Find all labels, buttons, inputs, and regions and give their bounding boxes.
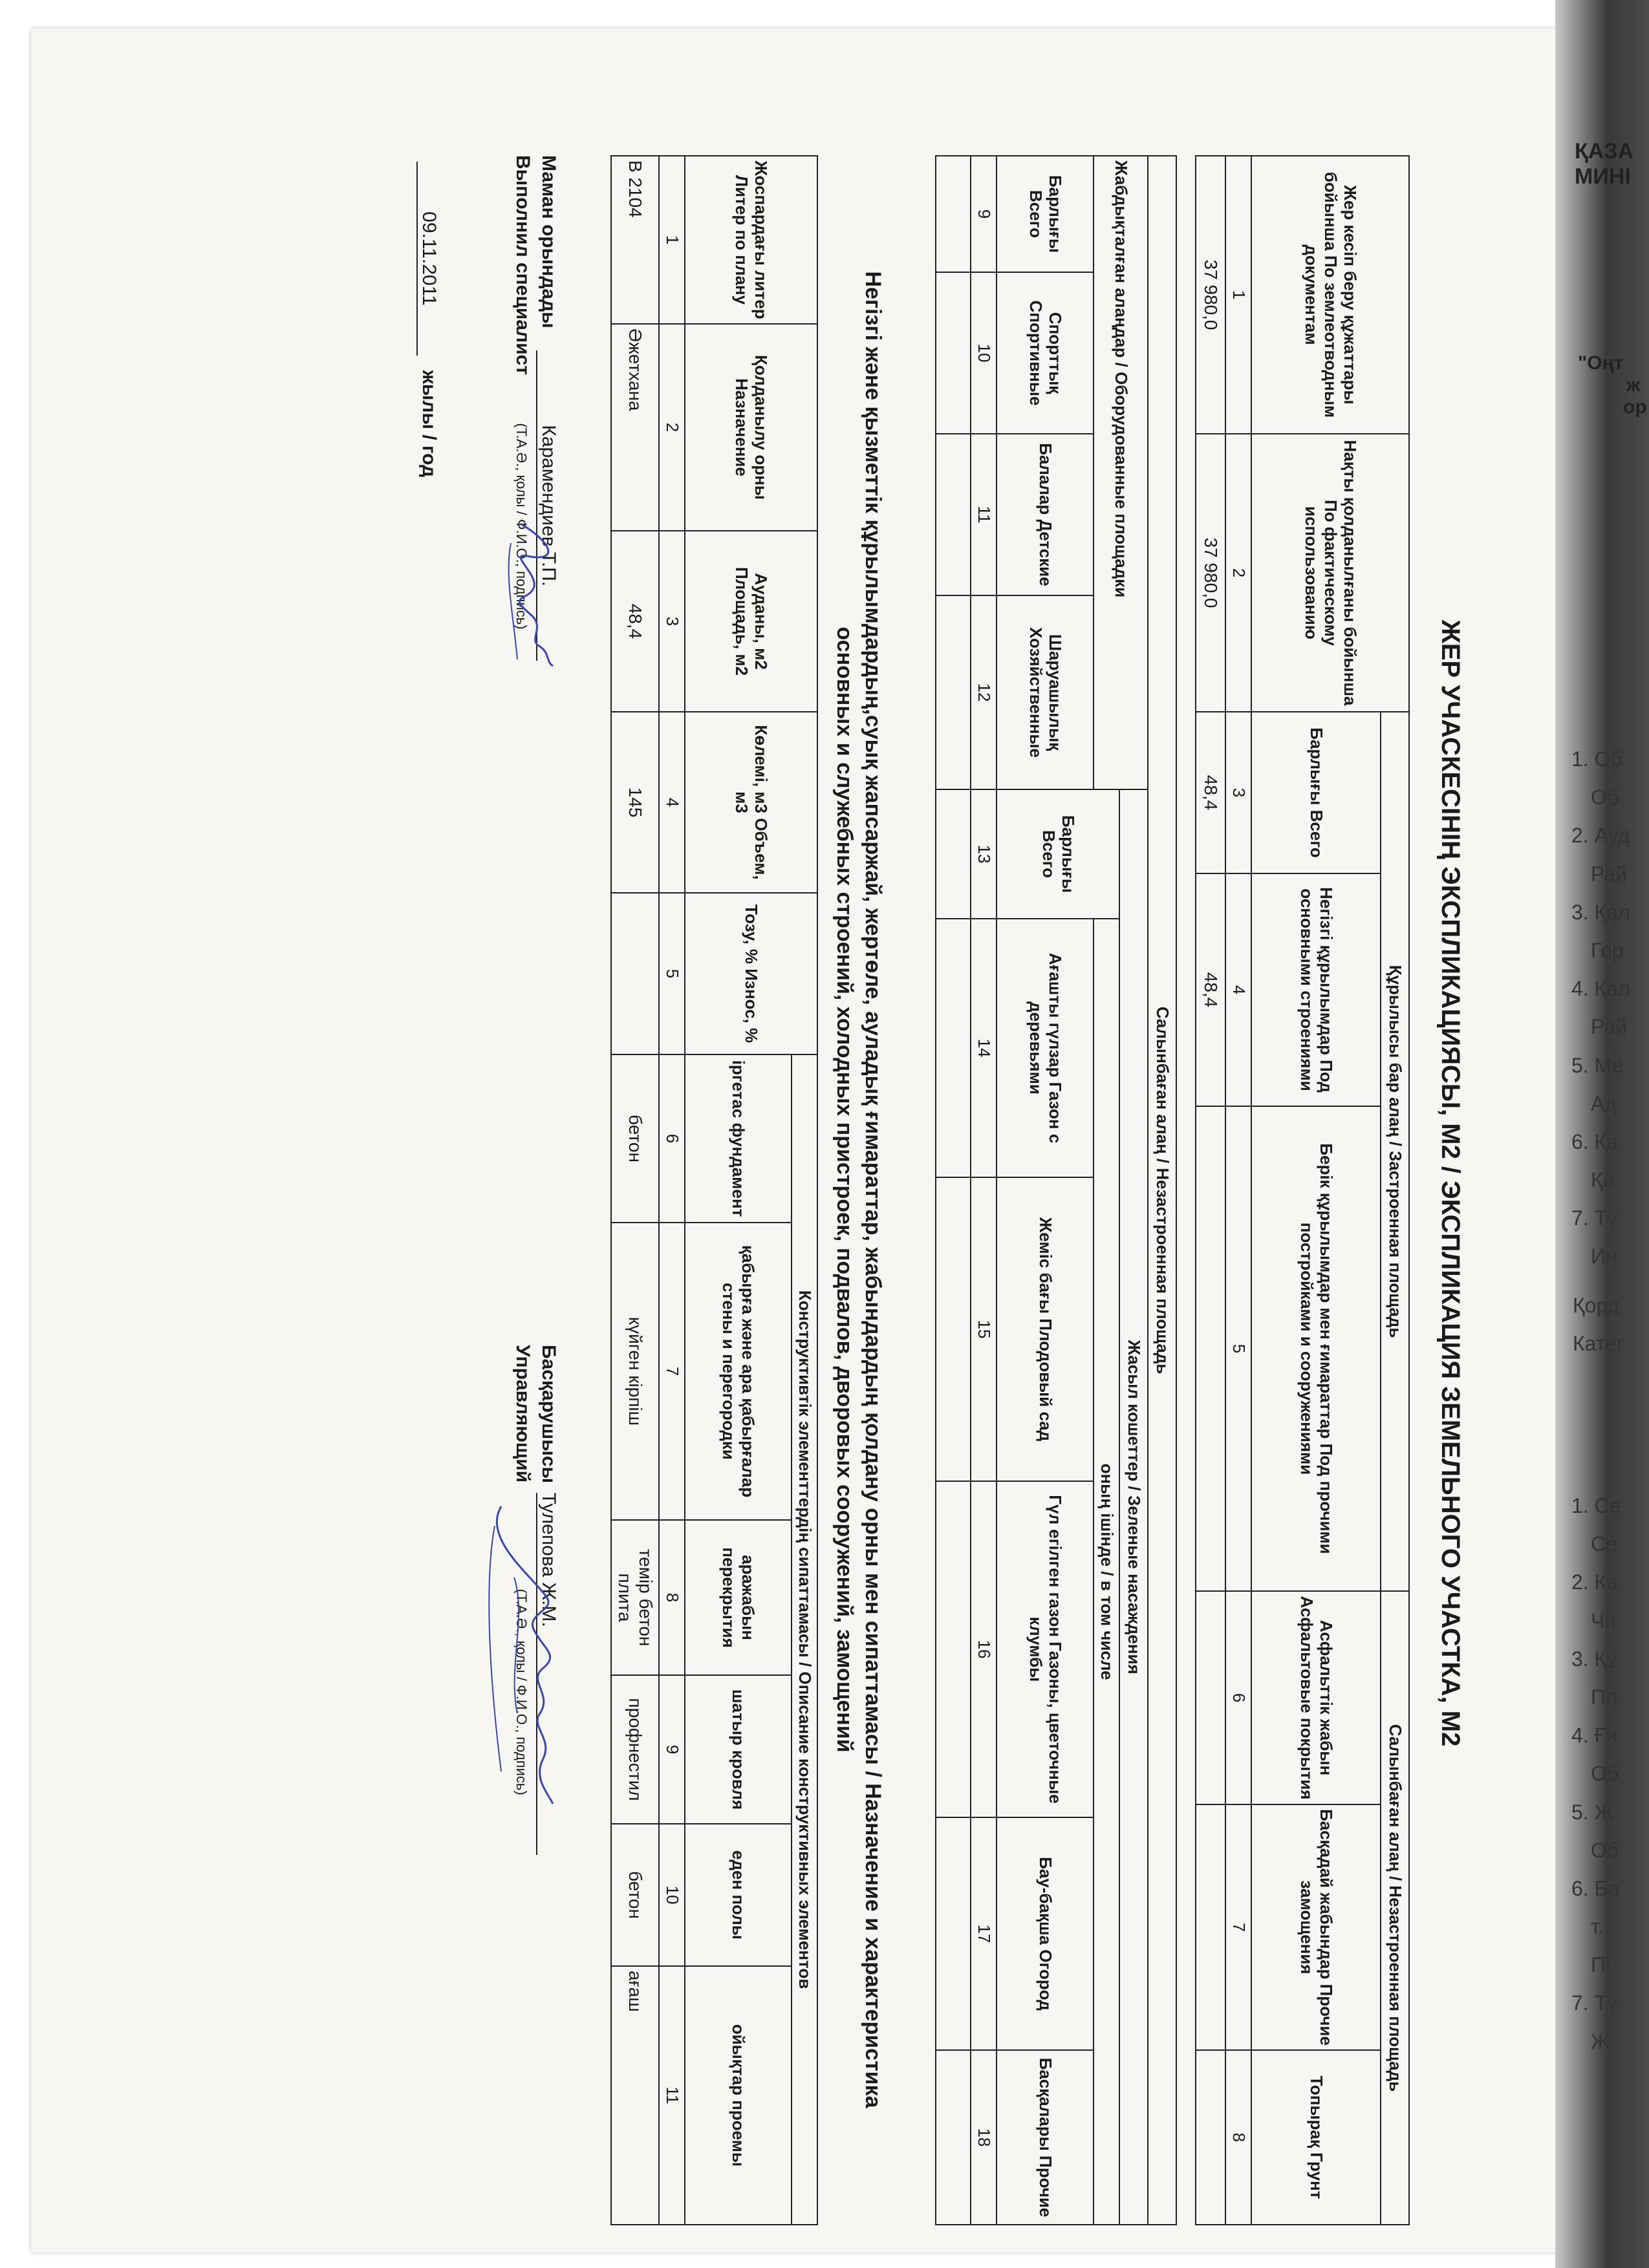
header-cell: Берік құрылымдар мен ғимараттар Под прочими постройками и сооружениями <box>1251 1106 1381 1591</box>
header-cell: Нақты қолданылғаны бойынша По фактическому использованию <box>1251 434 1409 712</box>
header-cell: Ауданы, м2 Площадь, м2 <box>685 531 817 712</box>
data-cell <box>1196 1106 1225 1591</box>
next-page-list-item: Рай <box>1591 862 1627 886</box>
number-row <box>1225 156 1251 2225</box>
data-cell <box>936 272 971 434</box>
date-line <box>416 162 440 477</box>
specialist-label-ru: Выполнил специалист <box>512 155 534 375</box>
column-number: 11 <box>971 434 997 595</box>
next-page-quote-line-3: ор <box>1623 396 1647 418</box>
data-cell <box>936 434 971 595</box>
next-page-list2-item: 7. Тү <box>1571 1991 1618 2015</box>
column-number: 11 <box>659 1966 685 2225</box>
next-page-header-line-2: МИНІ <box>1575 164 1631 189</box>
group-header-constr: Конструктивтік элементтердің сипаттамасы / Описание конструктивных элементов <box>792 1054 817 2225</box>
next-page-list-item: Ад <box>1591 1091 1617 1115</box>
header-cell: еден полы <box>685 1824 792 1966</box>
next-page-list2-item: 5. Ж <box>1571 1800 1614 1824</box>
group-header-built: Құрылысы бар алаң / Застроенная площадь <box>1381 712 1409 1591</box>
table-row <box>1381 156 1409 2225</box>
next-page-list-item: Рай <box>1591 1015 1627 1039</box>
header-cell: Көлемі, м3 Объем, м3 <box>685 712 817 893</box>
specialist-label-kz: Маман орындады <box>538 155 559 328</box>
header-cell: Басқадай жабындар Прочие замощения <box>1251 1804 1381 2050</box>
column-number: 9 <box>659 1675 685 1824</box>
header-cell: Жер кесіп беру құжаттары бойынша По землеотводным документам <box>1251 156 1409 434</box>
data-cell: В 2104 <box>611 156 659 324</box>
page-title: ЖЕР УЧАСКЕСІНІҢ ЭКСПЛИКАЦИЯСЫ, М2 / ЭКСПЛИКАЦИЯ ЗЕМЕЛЬНОГО УЧАСТКА, М2 <box>1436 619 1465 1747</box>
data-cell: күйген кірпіш <box>611 1223 659 1520</box>
header-cell: Бау-бақша Огород <box>997 1817 1094 2050</box>
header-cell: шатыр кровля <box>685 1675 792 1824</box>
data-cell <box>1196 1591 1225 1804</box>
header-cell: Гүл егілген газон Газоны, цветочные клумбы <box>997 1481 1094 1817</box>
next-page-list2-item: 1. Се <box>1571 1494 1621 1517</box>
next-page-list-item: 4. Қал <box>1571 977 1630 1001</box>
group-header-unbuilt: Салынбаған алаң / Незастроенная площадь <box>1381 1591 1409 2225</box>
column-number: 15 <box>971 1177 997 1481</box>
column-number: 14 <box>971 919 997 1177</box>
column-number: 10 <box>971 272 997 434</box>
structures-table <box>610 155 818 2225</box>
data-cell <box>936 919 971 1177</box>
manager-name: Тулепова Ж.М. <box>536 1493 559 1855</box>
data-cell <box>936 156 971 272</box>
number-row <box>659 156 685 2225</box>
manager-signature-block <box>512 1345 559 2224</box>
column-number: 6 <box>1225 1591 1251 1804</box>
column-number: 7 <box>1225 1804 1251 2050</box>
header-cell: Жоспардағы литер Литер по плану <box>685 156 817 324</box>
green-areas-table <box>935 155 1177 2225</box>
data-row <box>936 156 971 2225</box>
specialist-name: Карамендиев Т.П. <box>536 350 559 661</box>
next-page-list2-item: 4. Ғи <box>1571 1724 1617 1748</box>
next-page-coord-line: Катег <box>1573 1332 1624 1356</box>
column-number: 12 <box>971 595 997 789</box>
header-cell: Шаруашылық Хозяйственные <box>997 595 1094 789</box>
next-page-list-item: 6. Ка <box>1571 1129 1619 1153</box>
header-cell: Барлығы Всего <box>997 156 1094 272</box>
data-cell <box>1196 1804 1225 2050</box>
header-cell: Топырақ Грунт <box>1251 2050 1381 2225</box>
next-page-list <box>1571 740 1630 1276</box>
column-number: 16 <box>971 1481 997 1817</box>
next-page-header <box>1575 139 1633 189</box>
header-cell: Жеміс бағы Плодовый сад <box>997 1177 1094 1481</box>
column-number: 7 <box>659 1223 685 1520</box>
column-number: 4 <box>659 712 685 893</box>
column-number: 10 <box>659 1824 685 1966</box>
header-cell: Қолданылу орны Назначение <box>685 324 817 531</box>
data-cell: бетон <box>611 1824 659 1966</box>
next-page-list-item: 2. Ауд <box>1571 824 1630 848</box>
data-cell: Әжетхана <box>611 324 659 531</box>
manager-name-hint: (Т.А.Ә., қолы / Ф.И.О., подпись) <box>513 1589 530 1795</box>
column-number: 3 <box>659 531 685 712</box>
column-number: 1 <box>659 156 685 324</box>
column-number: 6 <box>659 1054 685 1223</box>
specialist-name-hint: (Т.А.Ә., қолы / Ф.И.О., подпись) <box>513 423 530 630</box>
next-page-list2-item: Чи <box>1591 1609 1617 1632</box>
table-row <box>1119 156 1148 2225</box>
header-cell: Асфальттік жабын Асфальтовые покрытия <box>1251 1591 1381 1804</box>
group-header-green: Жасыл кошеттер / Зеленые насаждения <box>1119 789 1148 2225</box>
column-number: 4 <box>1225 873 1251 1106</box>
data-cell <box>936 595 971 789</box>
next-page-list2-item: 3. Құ <box>1571 1647 1617 1671</box>
table-row <box>997 156 1094 2225</box>
data-cell: 145 <box>611 712 659 893</box>
header-cell: қабырға және ара қабырғалар стены и перегородки <box>685 1223 792 1520</box>
rotated-page-content <box>65 116 1474 2250</box>
next-page-list-item: 1. Об <box>1571 747 1622 771</box>
next-page-list2-item: Пл <box>1591 1685 1618 1709</box>
data-cell <box>936 1177 971 1481</box>
next-page-list2-item: т. <box>1591 1915 1604 1939</box>
specialist-signature-block <box>512 155 559 1060</box>
header-cell: Спорттық Спортивные <box>997 272 1094 434</box>
header-cell: Барлығы Всего <box>997 789 1119 919</box>
data-cell: профнестил <box>611 1675 659 1824</box>
next-page-list-2 <box>1571 1487 1621 2061</box>
next-page-list-item: Об <box>1591 786 1619 809</box>
next-page-quote <box>1578 352 1647 418</box>
column-number: 9 <box>971 156 997 272</box>
data-cell <box>1196 2050 1225 2225</box>
table-row <box>1148 156 1176 2225</box>
data-cell <box>936 1481 971 1817</box>
manager-handwritten-signature <box>475 1500 572 1810</box>
data-row <box>611 156 659 2225</box>
next-page-quote-line-1: "Оңт <box>1578 352 1624 374</box>
header-cell: Ағашты гүлзар Газон с деревьями <box>997 919 1094 1177</box>
data-cell: 48,4 <box>1196 712 1225 873</box>
header-cell: Барлығы Всего <box>1251 712 1381 873</box>
header-cell: Негізгі құрылымдар Под основными строениями <box>1251 873 1381 1106</box>
group-header-unbuilt: Салынбаған алаң / Незастроенная площадь <box>1148 156 1176 2225</box>
next-page-quote-line-2: ж <box>1626 374 1641 396</box>
column-number: 8 <box>659 1520 685 1675</box>
next-page-list2-item: Ж <box>1591 2029 1610 2053</box>
header-cell: іргетас фундамент <box>685 1054 792 1223</box>
column-number: 8 <box>1225 2050 1251 2225</box>
next-page-list2-item: Об <box>1591 1762 1619 1786</box>
next-page-coord-line: Қорд <box>1573 1294 1620 1317</box>
header-cell: Тозу, % Износ, % <box>685 893 817 1054</box>
section-heading: Негізгі және қызметтік құрылымдардың,суық жапсаржай, жертөле, ауладық ғимараттар, жабындардың қолдану орны мен сипаттамасы / Назначение и характеристика основных и служебных строений, холодных пристроек, подвалов, дворовых сооружений, замощений <box>832 271 885 2108</box>
data-cell: 48,4 <box>611 531 659 712</box>
header-cell: Балалар Детские <box>997 434 1094 595</box>
column-number: 3 <box>1225 712 1251 873</box>
column-number: 5 <box>1225 1106 1251 1591</box>
data-cell: бетон <box>611 1054 659 1223</box>
next-page-coords <box>1573 1287 1624 1363</box>
data-cell <box>936 1817 971 2050</box>
data-cell: темір бетон плита <box>611 1520 659 1675</box>
column-number: 1 <box>1225 156 1251 434</box>
column-number: 17 <box>971 1817 997 2050</box>
table-row <box>792 156 817 2225</box>
column-number: 2 <box>659 324 685 531</box>
data-cell: 48,4 <box>1196 873 1225 1106</box>
header-cell: ойықтар проемы <box>685 1966 792 2225</box>
header-cell: Басқалары Прочие <box>997 2050 1094 2225</box>
data-cell: 37 980,0 <box>1196 434 1225 712</box>
date-label: жылы / год <box>418 370 440 478</box>
group-header-equipped: Жабдықталған алаңдар / Оборудованные площадки <box>1094 156 1148 789</box>
next-page-list2-item: Се <box>1591 1532 1617 1556</box>
next-page-list2-item: Об <box>1591 1838 1619 1862</box>
date-value: 09.11.2011 <box>416 162 440 356</box>
data-cell <box>936 789 971 919</box>
column-number: 13 <box>971 789 997 919</box>
number-row <box>971 156 997 2225</box>
next-page-list-item: Ин <box>1591 1245 1617 1268</box>
next-page-list-item: 7. Тү <box>1571 1206 1618 1230</box>
data-row <box>1196 156 1225 2225</box>
next-page-list2-item: 6. Ба <box>1571 1876 1620 1900</box>
header-cell: аражабын перекрытия <box>685 1520 792 1675</box>
land-explication-table <box>1195 155 1410 2225</box>
next-page-list-item: Гор <box>1591 938 1624 962</box>
column-number: 5 <box>659 893 685 1054</box>
next-page-list2-item: 2. Ка <box>1571 1570 1619 1594</box>
specialist-handwritten-signature <box>495 517 566 672</box>
data-cell: ағаш <box>611 1966 659 2225</box>
next-page-list-item: Қа <box>1591 1168 1615 1192</box>
data-cell <box>936 2050 971 2225</box>
next-page-list-item: 5. Ме <box>1571 1053 1624 1077</box>
group-header-incl: оның ішінде / в том числе <box>1094 919 1119 2225</box>
next-page-list2-item: Пі <box>1591 1953 1611 1977</box>
column-number: 18 <box>971 2050 997 2225</box>
manager-label-kz: Басқарушысы <box>538 1345 559 1484</box>
next-page-header-line-1: ҚАЗА <box>1575 139 1634 164</box>
manager-label-ru: Управляющий <box>512 1345 534 1483</box>
data-cell <box>611 893 659 1054</box>
next-page-list-item: 3. Қал <box>1571 900 1630 924</box>
data-cell: 37 980,0 <box>1196 156 1225 434</box>
column-number: 2 <box>1225 434 1251 712</box>
